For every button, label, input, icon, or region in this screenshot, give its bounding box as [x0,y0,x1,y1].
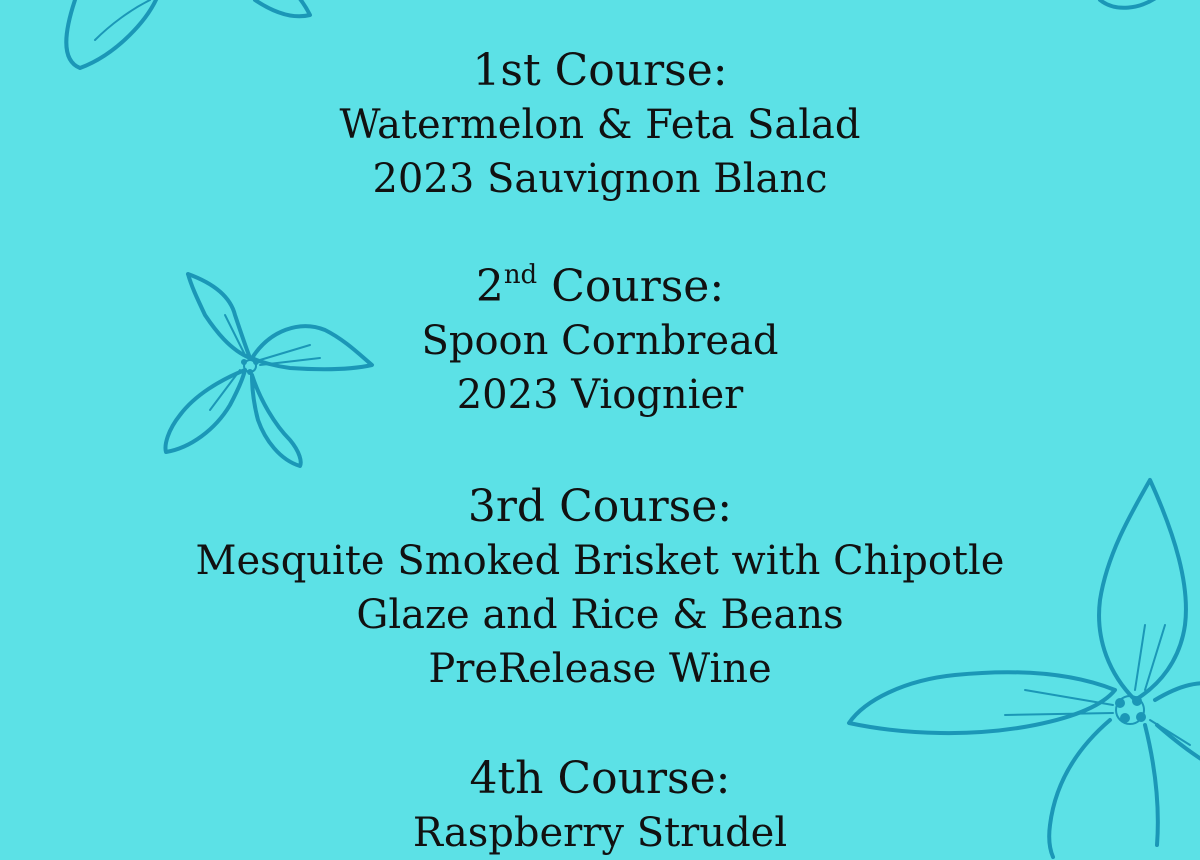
dish: Raspberry Strudel [412,810,788,856]
course-number: 1st [472,45,541,96]
clipped-title [0,0,1200,14]
course-2 [0,260,1200,422]
course-3 [0,480,1200,696]
course-label: Course: [557,753,731,804]
wine-pairing: 2023 Viognier [456,372,744,418]
dish: Mesquite Smoked Brisket with Chipotle [195,538,1005,584]
wine-pairing: 2023 Sauvignon Blanc [372,156,828,202]
dish-continued: Glaze and Rice & Beans [356,592,844,638]
course-heading [0,480,1200,534]
course-4 [0,752,1200,860]
course-label: Course: [551,261,725,312]
dish: Watermelon & Feta Salad [339,102,861,148]
course-heading [0,44,1200,98]
course-heading [0,752,1200,806]
course-number: 4th [469,753,544,804]
course-number: 3rd [467,481,546,532]
course-label: Course: [554,45,728,96]
course-1 [0,44,1200,206]
dish: Spoon Cornbread [421,318,779,364]
course-heading [0,260,1200,314]
wine-pairing: PreRelease Wine [428,646,772,692]
course-number: 2nd [475,260,538,312]
course-label: Course: [559,481,733,532]
